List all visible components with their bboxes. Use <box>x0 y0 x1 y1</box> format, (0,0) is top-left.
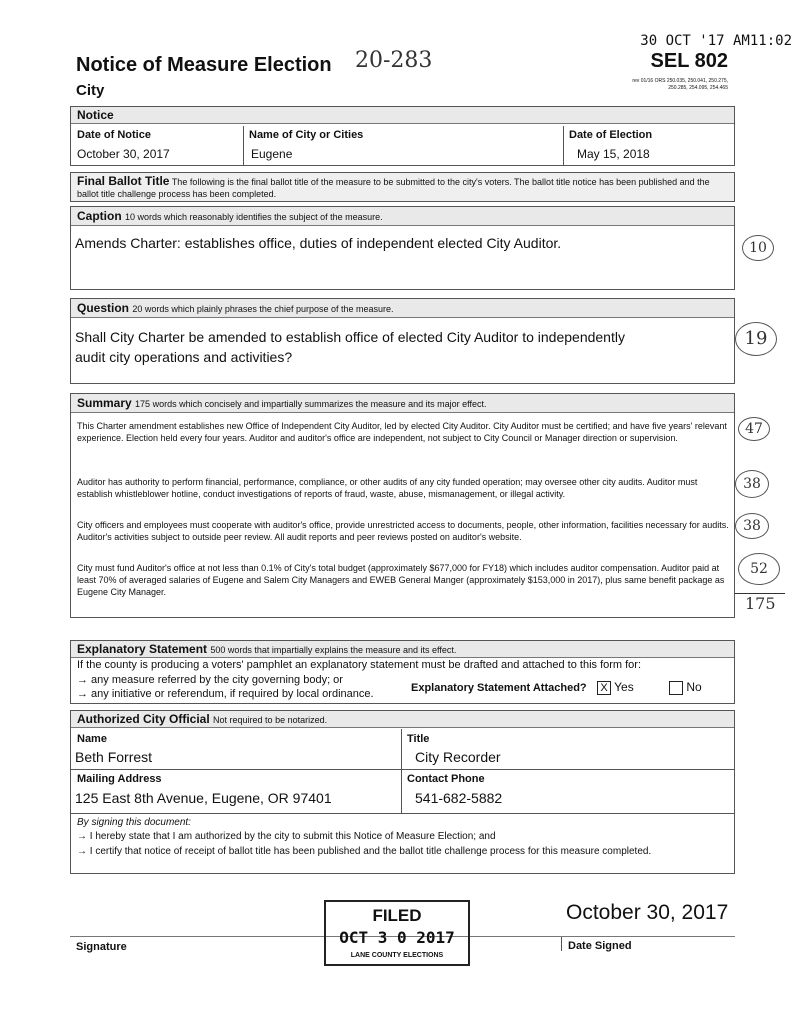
explanatory-section <box>70 640 735 704</box>
question-hint: 20 words which plainly phrases the chief purpose of the measure. <box>132 304 394 314</box>
official-label: Authorized City Official <box>77 712 210 726</box>
form-title: Notice of Measure Election <box>76 54 332 76</box>
name-value: Beth Forrest <box>75 749 153 765</box>
explanatory-no-option[interactable] <box>669 680 702 695</box>
date-signed-value: October 30, 2017 <box>566 901 729 924</box>
signing-intro: By signing this document: <box>77 817 191 828</box>
name-label: Name <box>77 733 107 745</box>
contact-phone-label: Contact Phone <box>407 773 485 785</box>
summary-count-2: 38 <box>735 470 769 498</box>
mailing-address-value: 125 East 8th Avenue, Eugene, OR 97401 <box>75 790 332 806</box>
question-word-count: 19 <box>735 322 777 356</box>
question-label: Question <box>77 301 130 315</box>
summary-paragraph-1: This Charter amendment establishes new Office of Independent City Auditor, led by elected City Auditor. City Auditor must be certified; and have five years' relevant experience. Election held every four years. Auditor and auditor's office are independent, not subject to City Council or Manager direction or supervision. <box>77 421 727 443</box>
date-of-election-value: May 15, 2018 <box>577 147 650 161</box>
title-label: Title <box>407 733 430 745</box>
explanatory-attached-label: Explanatory Statement Attached? <box>411 682 587 694</box>
caption-word-count: 10 <box>742 235 774 261</box>
explanatory-line-2: → any measure referred by the city governing body; or <box>77 674 343 686</box>
summary-section <box>70 393 735 618</box>
summary-count-4: 52 <box>738 553 780 585</box>
explanatory-hint: 500 words that impartially explains the measure and its effect. <box>210 645 457 655</box>
summary-count-1: 47 <box>738 417 770 441</box>
yes-label: Yes <box>614 680 634 694</box>
official-hint: Not required to be notarized. <box>213 715 328 725</box>
caption-label: Caption <box>77 209 122 223</box>
revision-note: rev 01/16 ORS 250.035, 250.041, 250.275, 250.285, 254.095, 254.465 <box>632 78 728 91</box>
handwritten-number: 20-283 <box>355 48 433 73</box>
summary-paragraph-3: City officers and employees must cooperate with auditor's office, provide unrestricted access to documents, people, other information, facilities necessary for audits. Auditor's activities subject to outside peer review. All audit reports and peer reviews posted on auditor's website. <box>77 520 729 542</box>
city-name-value: Eugene <box>251 147 293 161</box>
caption-text: Amends Charter: establishes office, duties of independent elected City Auditor. <box>75 235 562 251</box>
mailing-address-label: Mailing Address <box>77 773 162 785</box>
filed-stamp <box>324 900 470 966</box>
yes-checkbox[interactable]: X <box>597 681 611 695</box>
date-of-notice-value: October 30, 2017 <box>77 147 170 161</box>
signature-label: Signature <box>76 941 127 953</box>
contact-phone-value: 541-682-5882 <box>415 790 503 806</box>
official-section <box>70 710 735 874</box>
explanatory-label: Explanatory Statement <box>77 642 208 656</box>
final-ballot-section <box>70 172 735 202</box>
question-section <box>70 298 735 384</box>
summary-paragraph-2: Auditor has authority to perform financial, performance, compliance, or other audits of any city funded operation; may oversee other city audits. Auditor must establish whistleblower hotline, conduct investigations of reports of fraud, waste, abuse, mismanagement, or illegal activity. <box>77 477 698 499</box>
date-of-election-label: Date of Election <box>569 129 653 141</box>
no-checkbox[interactable] <box>669 681 683 695</box>
caption-section <box>70 206 735 290</box>
notice-label: Notice <box>77 108 114 122</box>
summary-hint: 175 words which concisely and impartially summarizes the measure and its major effect. <box>135 399 487 409</box>
notice-section <box>70 106 735 166</box>
authorization-statement: → I hereby state that I am authorized by the city to submit this Notice of Measure Election; and <box>77 831 496 842</box>
summary-count-3: 38 <box>735 513 769 539</box>
no-label: No <box>686 680 702 694</box>
explanatory-yes-option[interactable] <box>597 680 634 695</box>
title-value: City Recorder <box>415 749 501 765</box>
certification-statement: → I certify that notice of receipt of ballot title has been published and the ballot title challenge process for this measure completed. <box>77 846 652 857</box>
explanatory-line-3: → any initiative or referendum, if required by local ordinance. <box>77 688 374 700</box>
final-ballot-label: Final Ballot Title <box>77 174 170 188</box>
final-ballot-text: The following is the final ballot title of the measure to be submitted to the city's voters. The ballot title notice has been published and the ballot title challenge process has been completed. <box>77 177 710 199</box>
filed-stamp-title: FILED <box>372 906 422 925</box>
filed-stamp-org: LANE COUNTY ELECTIONS <box>350 952 444 959</box>
form-subtitle: City <box>76 82 105 99</box>
question-text: Shall City Charter be amended to establish office of elected City Auditor to independently audit city operations and activities? <box>75 329 625 365</box>
form-number: SEL 802 <box>650 50 728 72</box>
date-of-notice-label: Date of Notice <box>77 129 151 141</box>
city-name-label: Name of City or Cities <box>249 129 364 141</box>
caption-hint: 10 words which reasonably identifies the subject of the measure. <box>125 212 383 222</box>
summary-paragraph-4: City must fund Auditor's office at not less than 0.1% of City's total budget (approximately $677,000 for FY18) which includes auditor compensation. Auditor paid at least 70% of averaged salaries of Eugene and Salem City Managers and EWEB General Manger (approximately $153,000 in 2017), plus same benefit package as Eugene City Manager. <box>77 563 725 597</box>
summary-total-count: 175 <box>745 594 776 613</box>
received-stamp: 30 OCT '17 AM11:02 <box>640 33 792 49</box>
summary-label: Summary <box>77 396 132 410</box>
filed-stamp-date: OCT 3 0 2017 <box>339 928 455 947</box>
explanatory-line-1: If the county is producing a voters' pamphlet an explanatory statement must be drafted and attached to this form for: <box>77 659 642 671</box>
date-signed-label: Date Signed <box>568 940 632 952</box>
